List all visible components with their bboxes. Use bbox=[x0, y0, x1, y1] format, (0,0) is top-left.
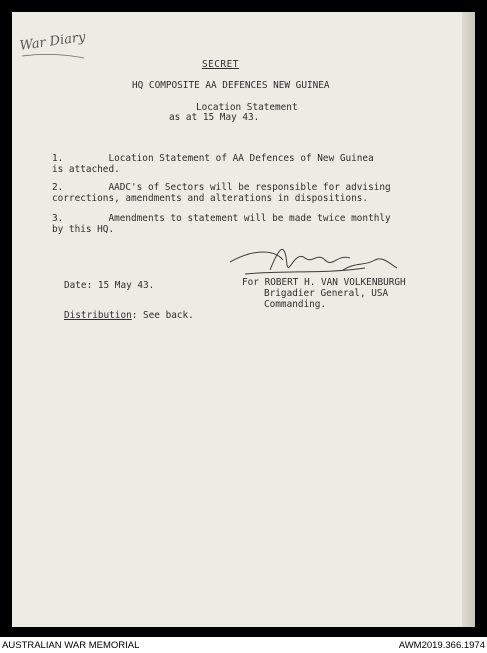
subtitle-date: as at 15 May 43. bbox=[169, 112, 260, 123]
paragraph-1-line-1: 1. Location Statement of AA Defences of New Guinea bbox=[52, 153, 374, 164]
handwritten-note-text: War Diary bbox=[18, 29, 87, 54]
paragraph-2-line-1: 2. AADC's of Sectors will be responsible for advising bbox=[52, 182, 391, 193]
signatory-role: Commanding. bbox=[264, 299, 327, 310]
accession-number: AWM2019.366.1974 bbox=[398, 640, 485, 651]
paragraph-3-line-2: by this HQ. bbox=[52, 224, 115, 235]
institution-credit: AUSTRALIAN WAR MEMORIAL bbox=[2, 640, 140, 651]
signatory-rank: Brigadier General, USA bbox=[264, 288, 389, 299]
date-line: Date: 15 May 43. bbox=[64, 280, 155, 291]
distribution-line bbox=[64, 310, 194, 321]
page-edge bbox=[462, 12, 475, 627]
distribution-label: Distribution bbox=[64, 310, 132, 321]
document-title: HQ COMPOSITE AA DEFENCES NEW GUINEA bbox=[132, 80, 330, 91]
classification-heading: SECRET bbox=[202, 59, 239, 70]
subtitle-location-statement: Location Statement bbox=[196, 102, 298, 113]
signatory-name: For ROBERT H. VAN VOLKENBURGH bbox=[242, 277, 406, 288]
distribution-text: : See back. bbox=[131, 310, 194, 321]
paragraph-2-line-2: corrections, amendments and alterations in dispositions. bbox=[52, 193, 369, 204]
footer-bar bbox=[0, 637, 487, 653]
paragraph-1-line-2: is attached. bbox=[52, 164, 120, 175]
handwritten-annotation bbox=[18, 22, 88, 70]
paragraph-3-line-1: 3. Amendments to statement will be made twice monthly bbox=[52, 213, 391, 224]
